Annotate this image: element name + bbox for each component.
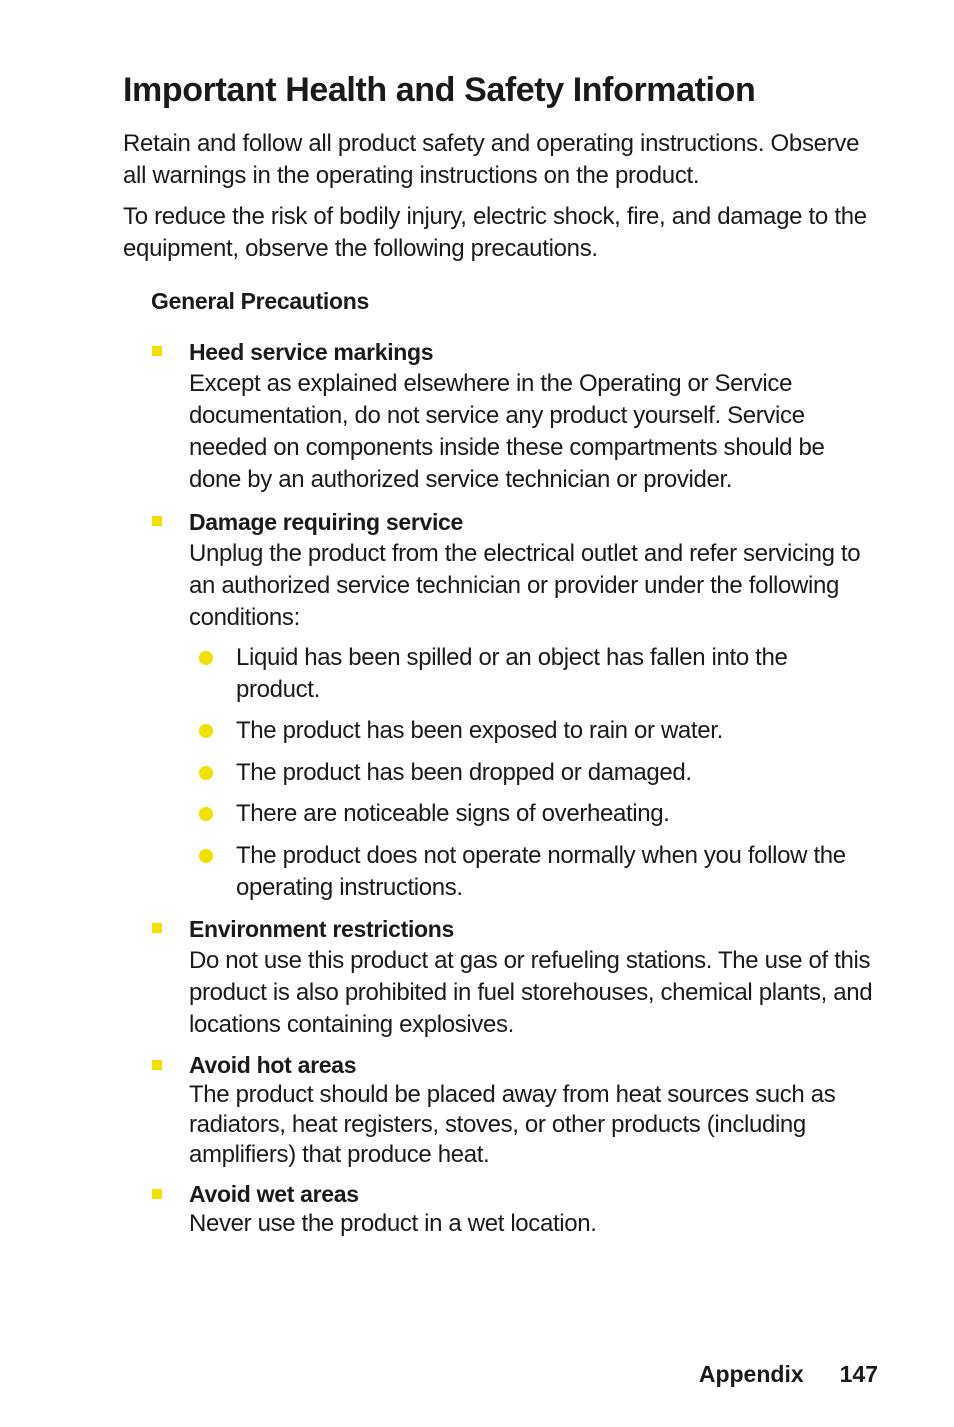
condition-item: [197, 757, 867, 789]
round-bullet-icon: [199, 766, 213, 780]
round-bullet-icon: [199, 849, 213, 863]
round-bullet-icon: [199, 724, 213, 738]
condition-text: The product has been exposed to rain or water.: [236, 717, 723, 744]
condition-text: Liquid has been spilled or an object has fallen into the product.: [236, 644, 788, 703]
square-bullet-icon: [152, 923, 162, 933]
precaution-item-service-markings: [151, 336, 881, 496]
page-number: 147: [839, 1361, 878, 1387]
precaution-title: Damage requiring service: [189, 509, 464, 535]
precaution-title: Heed service markings: [189, 339, 434, 365]
round-bullet-icon: [199, 807, 213, 821]
section-heading: General Precautions: [151, 288, 369, 314]
condition-text: There are noticeable signs of overheating.: [236, 800, 670, 827]
page-title: Important Health and Safety Information: [123, 71, 756, 109]
square-bullet-icon: [152, 1189, 162, 1199]
precaution-title: Avoid hot areas: [189, 1052, 357, 1078]
intro-paragraph-2: To reduce the risk of bodily injury, electric shock, fire, and damage to the equipment, observe the following precautions.: [123, 203, 867, 262]
precaution-item-avoid-hot-areas: [151, 1050, 881, 1170]
square-bullet-icon: [152, 516, 162, 526]
precaution-body: Unplug the product from the electrical outlet and refer servicing to an authorized service technician or provider under the following conditions:: [189, 540, 861, 631]
page-footer: [699, 1358, 878, 1390]
precaution-body: Never use the product in a wet location.: [189, 1210, 597, 1237]
precaution-item-environment-restrictions: [151, 913, 881, 1041]
condition-item: [197, 715, 867, 747]
condition-item: [197, 840, 867, 904]
precaution-title: Environment restrictions: [189, 916, 455, 942]
condition-item: [197, 798, 867, 830]
footer-section-label: Appendix: [698, 1361, 804, 1387]
precaution-body: The product should be placed away from heat sources such as radiators, heat registers, stoves, or other products (including amplifiers) that produce heat.: [189, 1081, 836, 1168]
condition-item: [197, 642, 867, 706]
precaution-body: Except as explained elsewhere in the Operating or Service documentation, do not service any product yourself. Service needed on components inside these compartments should be done by an authorized service technician or provider.: [189, 370, 825, 493]
round-bullet-icon: [199, 651, 213, 665]
precaution-title: Avoid wet areas: [189, 1181, 359, 1207]
square-bullet-icon: [152, 1060, 162, 1070]
condition-text: The product does not operate normally when you follow the operating instructions.: [236, 842, 846, 901]
precaution-item-damage-requiring-service: [151, 506, 881, 634]
precaution-item-avoid-wet-areas: [151, 1179, 881, 1239]
square-bullet-icon: [152, 346, 162, 356]
precaution-body: Do not use this product at gas or refueling stations. The use of this product is also prohibited in fuel storehouses, chemical plants, and locations containing explosives.: [189, 947, 873, 1038]
condition-text: The product has been dropped or damaged.: [236, 759, 692, 786]
intro-paragraph-1: Retain and follow all product safety and operating instructions. Observe all warnings in the operating instructions on the product.: [123, 130, 860, 189]
